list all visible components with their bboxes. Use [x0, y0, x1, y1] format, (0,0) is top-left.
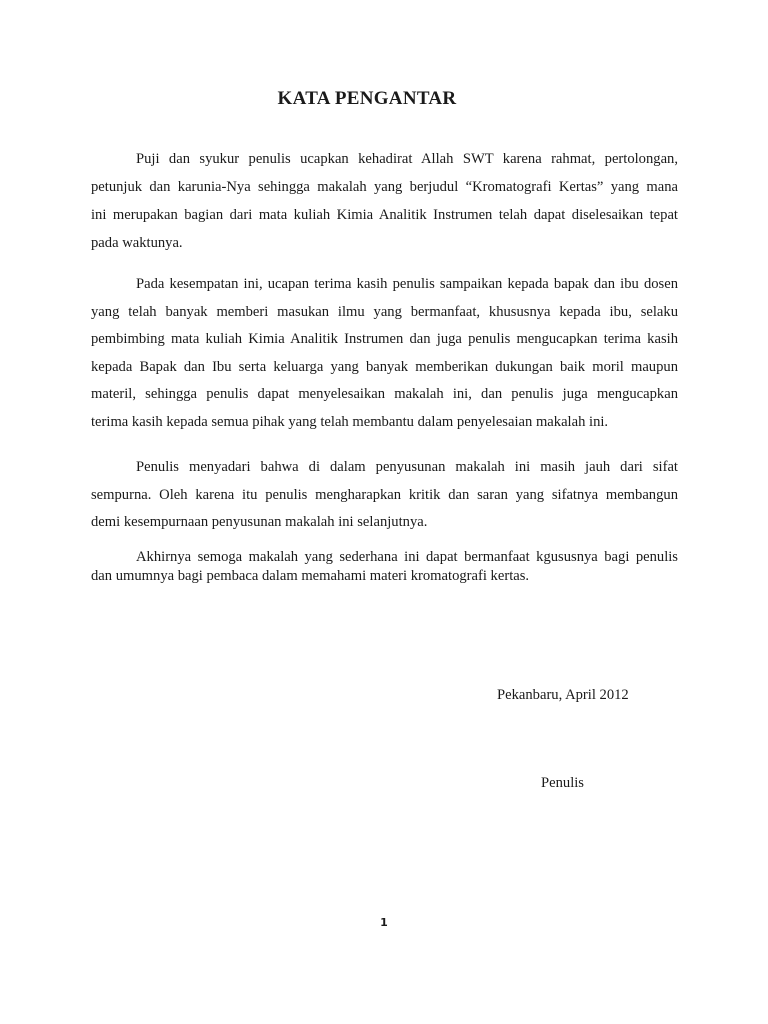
closing-author: Penulis [541, 775, 584, 791]
paragraph-line: terima kasih kepada semua pihak yang telah membantu dalam penyelesaian makalah ini. [91, 413, 609, 430]
paragraph-line: yang telah banyak memberi masukan ilmu yang bermanfaat, khususnya kepada ibu, selaku [91, 303, 678, 320]
paragraph-line: kepada Bapak dan Ibu serta keluarga yang banyak memberikan dukungan baik moril maupun [91, 358, 678, 375]
paragraph-line: Puji dan syukur penulis ucapkan kehadirat Allah SWT karena rahmat, pertolongan, [136, 151, 678, 167]
paragraph-line: sempurna. Oleh karena itu penulis mengharapkan kritik dan saran yang sifatnya membangun [91, 486, 678, 503]
paragraph-line: dan umumnya bagi pembaca dalam memahami materi kromatografi kertas. [91, 568, 530, 584]
page-number: 1 [380, 916, 388, 929]
paragraph-line: ini merupakan bagian dari mata kuliah Kimia Analitik Instrumen telah dapat diselesaikan tepat [91, 207, 678, 223]
paragraph-line: Penulis menyadari bahwa di dalam penyusunan makalah ini masih jauh dari sifat [136, 459, 678, 475]
paragraph-line: Akhirnya semoga makalah yang sederhana ini dapat bermanfaat kgususnya bagi penulis [136, 549, 678, 565]
paragraph-4 [91, 548, 678, 586]
paragraph-line: Pada kesempatan ini, ucapan terima kasih penulis sampaikan kepada bapak dan ibu dosen [136, 276, 678, 292]
paragraph-line: petunjuk dan karunia-Nya sehingga makalah yang berjudul “Kromatografi Kertas” yang mana [91, 179, 678, 195]
paragraph-2 [91, 271, 678, 437]
paragraph-line: demi kesempurnaan penyusunan makalah ini selanjutnya. [91, 514, 428, 531]
paragraph-line: pembimbing mata kuliah Kimia Analitik Instrumen dan juga penulis mengucapkan terima kasih [91, 331, 678, 348]
closing-place-date: Pekanbaru, April 2012 [497, 687, 629, 703]
paragraph-1 [91, 145, 678, 257]
paragraph-3 [91, 454, 678, 537]
page-title: KATA PENGANTAR [277, 88, 457, 109]
paragraph-line: materil, sehingga penulis dapat menyelesaikan makalah ini, dan penulis juga mengucapkan [91, 386, 678, 403]
paragraph-line: pada waktunya. [91, 235, 183, 251]
